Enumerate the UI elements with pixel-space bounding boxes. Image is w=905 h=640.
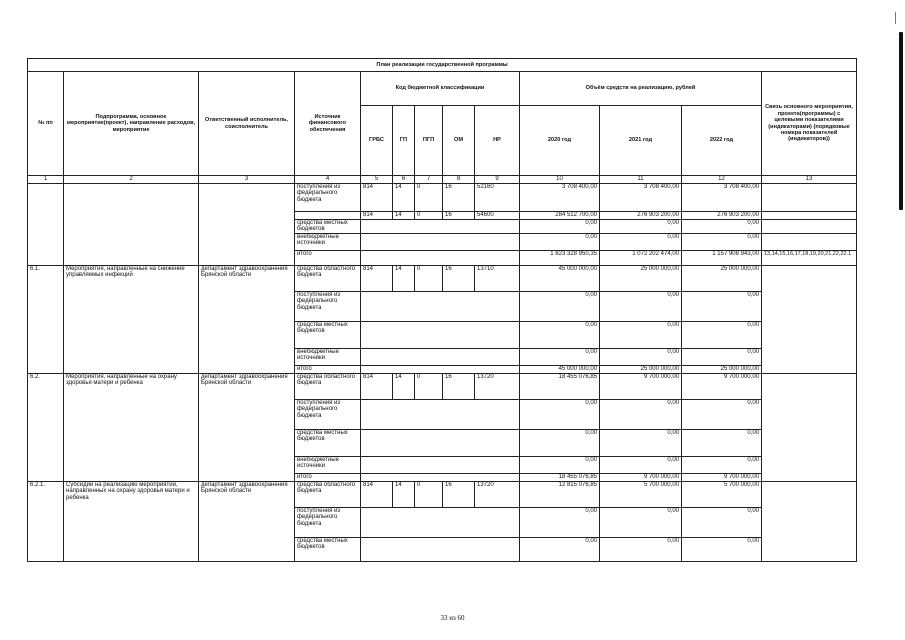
cell-2021: 0,00 (600, 399, 682, 429)
cell-gp: 14 (393, 265, 415, 291)
cell-link (762, 212, 857, 220)
table-title: План реализации государственной программы (28, 59, 857, 72)
header-budget-code: Код бюджетной классификации (361, 72, 520, 106)
cell-nr: 13710 (475, 265, 520, 291)
cell-2021: 5 700 000,00 (600, 481, 682, 507)
cell-2020: 45 000 000,00 (520, 365, 600, 373)
cell-pgp: 0 (415, 212, 443, 220)
cell-2020: 0,00 (520, 537, 600, 561)
col-number: 4 (295, 176, 361, 184)
col-number: 9 (475, 176, 520, 184)
cell-num: 6.2. (28, 373, 64, 481)
cell-source: средства местных бюджетов (295, 429, 361, 456)
column-number-row (28, 176, 857, 184)
cell-source: средства местных бюджетов (295, 537, 361, 561)
cell-2021: 3 708 400,00 (600, 184, 682, 212)
cell-source: средства областного бюджета (295, 373, 361, 399)
header-grbs: ГРБС (361, 106, 393, 176)
cell-num (28, 184, 64, 266)
cell-source: внебюджетные источники (295, 456, 361, 473)
col-number: 7 (415, 176, 443, 184)
header-pgp: ПГП (415, 106, 443, 176)
cell-source: поступления из федерального бюджета (295, 291, 361, 321)
cell-gp: 14 (393, 212, 415, 220)
cell-2021: 0,00 (600, 233, 682, 250)
cell-2020: 1 823 328 950,35 (520, 250, 600, 265)
cell-link (762, 184, 857, 212)
cell-code-empty (361, 507, 520, 537)
cell-2021: 0,00 (600, 321, 682, 348)
cell-source: поступления из федерального бюджета (295, 507, 361, 537)
cell-2021: 1 072 202 474,00 (600, 250, 682, 265)
cell-2020: 0,00 (520, 291, 600, 321)
col-number: 10 (520, 176, 600, 184)
cell-gp: 14 (393, 481, 415, 507)
cell-2021: 0,00 (600, 537, 682, 561)
cell-2022: 9 700 000,00 (682, 373, 762, 399)
cell-2020: 0,00 (520, 399, 600, 429)
cell-2020: 3 708 400,00 (520, 184, 600, 212)
cell-2022: 276 903 200,00 (682, 212, 762, 220)
cell-om: 16 (443, 212, 475, 220)
cell-2021: 9 700 000,00 (600, 473, 682, 481)
cell-code-empty (361, 291, 520, 321)
col-number: 13 (762, 176, 857, 184)
header-source: Источник финансового обеспечения (295, 72, 361, 176)
col-number: 11 (600, 176, 682, 184)
cell-2020: 18 455 076,85 (520, 473, 600, 481)
header-responsible: Ответственный исполнитель, соисполнитель (199, 72, 295, 176)
table-row (28, 481, 857, 507)
header-2020: 2020 год (520, 106, 600, 176)
cell-source: поступления из федерального бюджета (295, 184, 361, 212)
cell-code-empty (361, 456, 520, 473)
cell-grbs: 814 (361, 184, 393, 212)
header-om: ОМ (443, 106, 475, 176)
cell-code-empty (361, 429, 520, 456)
header-gp: ГП (393, 106, 415, 176)
cell-2022: 0,00 (682, 507, 762, 537)
table-row (28, 265, 857, 291)
cell-2020: 0,00 (520, 220, 600, 234)
cell-link (762, 373, 857, 481)
cell-link (762, 481, 857, 561)
cell-2022: 25 000 000,00 (682, 265, 762, 291)
col-number: 5 (361, 176, 393, 184)
cell-code-empty (361, 537, 520, 561)
cell-num: 6.1. (28, 265, 64, 373)
col-number: 12 (682, 176, 762, 184)
cell-num: 6.2.1. (28, 481, 64, 561)
header-2021: 2021 год (600, 106, 682, 176)
cell-2021: 9 700 000,00 (600, 373, 682, 399)
cell-source: внебюджетные источники (295, 233, 361, 250)
header-subprogram: Подпрограмма, основное мероприятие(проект), направление расходов, мероприятие (64, 72, 199, 176)
cell-link (762, 265, 857, 373)
cell-nr: 13720 (475, 481, 520, 507)
cell-name: Мероприятия, направленные на снижение управляемых инфекций (64, 265, 199, 373)
cell-source: итого (295, 473, 361, 481)
cell-om: 16 (443, 184, 475, 212)
cell-2022: 0,00 (682, 321, 762, 348)
cell-2021: 0,00 (600, 291, 682, 321)
program-plan-table (27, 58, 857, 562)
cell-2020: 284 512 700,00 (520, 212, 600, 220)
cell-2022: 9 700 000,00 (682, 473, 762, 481)
cell-link (762, 233, 857, 250)
cell-code-empty (361, 321, 520, 348)
cell-2021: 0,00 (600, 507, 682, 537)
cell-gp: 14 (393, 184, 415, 212)
cell-om: 16 (443, 373, 475, 399)
cell-2020: 0,00 (520, 456, 600, 473)
table-row (28, 184, 857, 212)
cell-code-empty (361, 348, 520, 365)
cell-source: средства местных бюджетов (295, 220, 361, 234)
cell-source: итого (295, 365, 361, 373)
cell-2020: 0,00 (520, 321, 600, 348)
cell-2021: 25 000 000,00 (600, 265, 682, 291)
cell-om: 16 (443, 481, 475, 507)
col-number: 6 (393, 176, 415, 184)
cell-name (64, 184, 199, 266)
cell-name: Мероприятия, направленные на охрану здоровья матери и ребенка (64, 373, 199, 481)
col-number: 2 (64, 176, 199, 184)
cell-pgp: 0 (415, 184, 443, 212)
cell-2022: 0,00 (682, 429, 762, 456)
cell-grbs: 814 (361, 373, 393, 399)
cell-grbs: 814 (361, 212, 393, 220)
col-number: 8 (443, 176, 475, 184)
header-volume: Объём средств на реализацию, рублей (520, 72, 762, 106)
cell-2020: 18 455 076,85 (520, 373, 600, 399)
cell-2021: 25 000 000,00 (600, 365, 682, 373)
cell-2021: 0,00 (600, 456, 682, 473)
cell-responsible: департамент здравоохранения Брянской области (199, 481, 295, 561)
cell-source: средства местных бюджетов (295, 321, 361, 348)
cell-link (762, 220, 857, 234)
cell-code-empty (361, 233, 520, 250)
cell-2021: 0,00 (600, 429, 682, 456)
cell-source: итого (295, 250, 361, 265)
cell-2021: 0,00 (600, 220, 682, 234)
cell-grbs: 814 (361, 481, 393, 507)
cell-name: Субсидии на реализацию мероприятий, направленных на охрану здоровья матери и ребенка (64, 481, 199, 561)
cell-2022: 0,00 (682, 537, 762, 561)
cell-source: средства областного бюджета (295, 481, 361, 507)
cell-2020: 0,00 (520, 429, 600, 456)
cell-2022: 5 700 000,00 (682, 481, 762, 507)
cell-code-empty (361, 473, 520, 481)
header-nr: НР (475, 106, 520, 176)
cell-code-empty (361, 365, 520, 373)
col-number: 1 (28, 176, 64, 184)
cell-om: 16 (443, 265, 475, 291)
cell-responsible: департамент здравоохранения Брянской области (199, 373, 295, 481)
cell-nr: 52160 (475, 184, 520, 212)
cell-2021: 0,00 (600, 348, 682, 365)
cell-2020: 0,00 (520, 348, 600, 365)
cell-2020: 0,00 (520, 233, 600, 250)
cell-2020: 45 000 000,00 (520, 265, 600, 291)
cell-gp: 14 (393, 373, 415, 399)
col-number: 3 (199, 176, 295, 184)
cell-2022: 25 000 000,00 (682, 365, 762, 373)
cell-source: средства областного бюджета (295, 265, 361, 291)
cell-2022: 0,00 (682, 291, 762, 321)
header-2022: 2022 год (682, 106, 762, 176)
cell-pgp: 0 (415, 265, 443, 291)
cell-2022: 0,00 (682, 348, 762, 365)
cell-2022: 0,00 (682, 399, 762, 429)
cell-2022: 0,00 (682, 220, 762, 234)
scroll-marker (899, 32, 903, 210)
header-link: Связь основного мероприятия, проекта(программы) с целевыми показателями (индикаторами) (порядковые номера показателей (индикаторов)) (762, 72, 857, 176)
page-edge-tick (895, 12, 896, 24)
cell-code-empty (361, 250, 520, 265)
cell-code-empty (361, 399, 520, 429)
cell-link: 13,14,15,16,17,18,19,20,21,22,22.1 (762, 250, 857, 265)
cell-2020: 12 815 076,85 (520, 481, 600, 507)
page-number: 33 из 60 (440, 614, 465, 622)
cell-nr: 13720 (475, 373, 520, 399)
cell-source: поступления из федерального бюджета (295, 399, 361, 429)
cell-code-empty (361, 220, 520, 234)
cell-pgp: 0 (415, 481, 443, 507)
header-num: № пп (28, 72, 64, 176)
cell-2022: 1 157 908 943,00 (682, 250, 762, 265)
cell-grbs: 814 (361, 265, 393, 291)
cell-nr: 54600 (475, 212, 520, 220)
cell-source: внебюджетные источники (295, 348, 361, 365)
cell-2022: 0,00 (682, 233, 762, 250)
table-row (28, 373, 857, 399)
cell-2022: 0,00 (682, 456, 762, 473)
cell-responsible: департамент здравоохранения Брянской области (199, 265, 295, 373)
cell-source (295, 212, 361, 220)
cell-2022: 3 708 400,00 (682, 184, 762, 212)
cell-2021: 276 903 200,00 (600, 212, 682, 220)
cell-pgp: 0 (415, 373, 443, 399)
cell-2020: 0,00 (520, 507, 600, 537)
cell-responsible (199, 184, 295, 266)
